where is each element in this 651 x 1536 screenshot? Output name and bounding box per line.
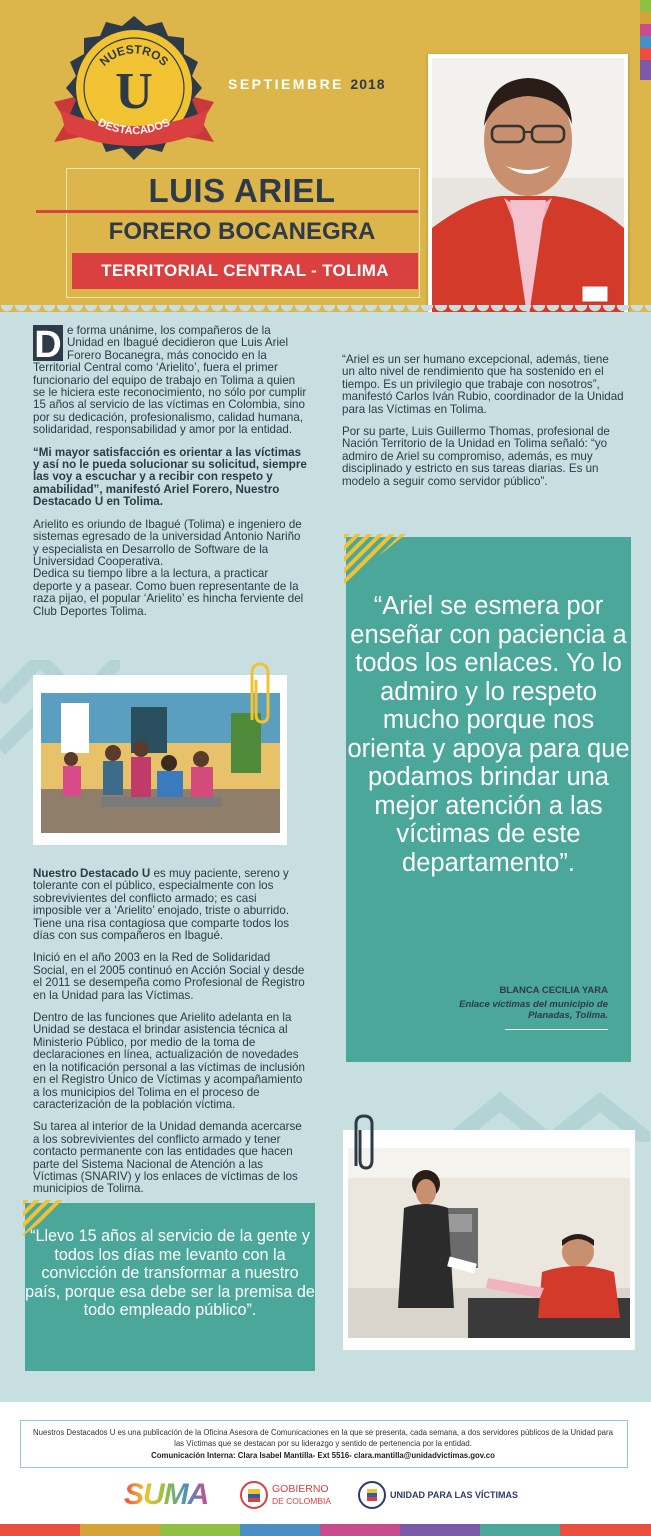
right-column-top <box>342 354 624 498</box>
unidad-seal-icon <box>358 1481 386 1509</box>
badge-bottom-text: DESTACADOS <box>96 116 172 138</box>
badge-top-text: NUESTROS <box>96 42 172 69</box>
highlight-quote: “Mi mayor satisfacción es orientar a las víctimas y así no le pueda solucionar su solicitud, siempre las voy a escuchar y a recibir con respeto y amabilidad”, manifestó Ariel Forero, Nuestro Destacado U en Tolima. <box>33 445 307 509</box>
gobierno-text-1: GOBIERNO <box>272 1483 329 1495</box>
quote-author <box>430 985 608 1022</box>
author-divider <box>505 1029 608 1030</box>
paragraph-tasks: Su tarea al interior de la Unidad demanda acercarse a los sobrevivientes del conflicto armado y tener contacto permanente con las entidades que hacen parte del Sistema Nacional de Atención a las Víctimas (SNARIV) y los enlaces de víctimas de los municipios de Tolima. <box>33 1120 302 1196</box>
footer-contact: Comunicación Interna: Clara Isabel Mantilla- Ext 5516- clara.mantilla@unidadvictimas.gov.co <box>151 1451 495 1460</box>
bottom-quote-text: “Llevo 15 años al servicio de la gente y todos los días me levanto con la convicción de transformar a nuestro país, porque esa debe ser la premisa de todo empleado público”. <box>25 1227 315 1319</box>
drop-cap: D <box>34 324 62 366</box>
suma-logo-text: SUMA <box>124 1478 209 1511</box>
unidad-text: UNIDAD PARA LAS VÍCTIMAS <box>390 1490 518 1500</box>
person-last-name: FORERO BOCANEGRA <box>108 218 376 245</box>
paragraph-personality: es muy paciente, sereno y tolerante con el público, especialmente con los sobrevivientes del conflicto armado; es casi imposible ver a ‘Arielito’ enojado, triste o aburrido. Tiene una risa contagiosa que comparte todos los días con sus compañeros en Ibagué. <box>33 867 290 943</box>
gobierno-logo <box>240 1481 350 1511</box>
color-strip <box>640 0 651 80</box>
quote-author-name: BLANCA CECILIA YARA <box>499 985 608 996</box>
perforated-edge <box>0 305 651 319</box>
left-column-top <box>33 325 308 628</box>
big-quote-text: “Ariel se esmera por enseñar con paciencia a todos los enlaces. Yo lo admiro y lo respeto mucho porque nos orienta y apoya para que podamos brindar una mejor atención a las víctimas de este departamento”. <box>347 592 630 877</box>
badge-letter: U <box>115 63 153 120</box>
date-year: 2018 <box>350 76 386 92</box>
stripe-corner <box>344 534 406 584</box>
quote-author-role: Enlace víctimas del municipio de Planadas, Tolima. <box>459 998 608 1021</box>
photo-desk-meeting <box>348 1148 630 1338</box>
nuestros-destacados-badge <box>46 14 222 174</box>
paperclip-icon-2 <box>350 1112 378 1178</box>
colombia-shield-icon <box>240 1481 268 1509</box>
bottom-color-bar <box>0 1524 651 1536</box>
region-banner: TERRITORIAL CENTRAL - TOLIMA <box>72 253 418 289</box>
paperclip-icon <box>244 660 276 732</box>
portrait-photo <box>432 58 624 322</box>
paragraph-career: Inició en el año 2003 en la Red de Solidaridad Social, en el 2005 continuó en Acción Social y desde el 2011 se desempeña como Profesional de Registro en la Unidad para las Víctimas. <box>33 951 305 1002</box>
paragraph-functions: Dentro de las funciones que Arielito adelanta en la Unidad se destaca el brindar asistencia técnica al Ministerio Público, por medio de la toma de declaraciones en línea, actualización de novedades en la notificación personal a las víctimas de inclusión en el Registro Único de Víctimas y acompañamiento a los municipios del Tolima en el proceso de caracterización de la población víctima. <box>33 1011 305 1111</box>
date-month: SEPTIEMBRE <box>228 76 345 92</box>
left-column-bottom <box>33 868 308 1206</box>
issue-date <box>228 76 386 92</box>
footer-description: Nuestros Destacados U es una publicación de la Oficina Asesora de Comunicaciones en la que se presenta, cada semana, a dos servidores públicos de la Unidad para las Víctimas que se destacan por su liderazgo y sentido de pertenencia por la entidad. <box>33 1428 613 1448</box>
suma-logo <box>124 1478 228 1512</box>
gobierno-text-2: DE COLOMBIA <box>272 1496 332 1506</box>
paragraph-hobbies: Dedica su tiempo libre a la lectura, a practicar deporte y a pasear. Como buen representante de la raza pijao, el popular ‘Arielito’ es hincha ferviente del Club Deportes Tolima. <box>33 567 304 618</box>
paragraph-coordinator: “Ariel es un ser humano excepcional, además, tiene un alto nivel de rendimiento que ha sostenido en el tiempo. Es un privilegio que trabaje con nosotros”, manifestó Carlos Iván Rubio, coordinador de la Unidad para las Víctimas en Tolima. <box>342 353 624 416</box>
unidad-logo <box>358 1481 538 1511</box>
name-divider <box>36 210 418 213</box>
destacado-label: Nuestro Destacado U <box>33 867 151 880</box>
person-first-name: LUIS ARIEL <box>148 172 336 209</box>
paragraph-colleague: Por su parte, Luis Guillermo Thomas, profesional de Nación Territorio de la Unidad en Tolima señaló: “yo admiro de Ariel su compromiso, además, es muy disciplinado y estricto en sus tareas diarias. Es un modelo a seguir como servidor público”. <box>342 425 610 488</box>
paragraph-origin: Arielito es oriundo de Ibagué (Tolima) e ingeniero de sistemas egresado de la universidad Antonio Nariño y especialista en Desarrollo de Software de la Universidad Cooperativa. <box>33 517 302 568</box>
intro-paragraph: e forma unánime, los compañeros de la Unidad en Ibagué decidieron que Luis Ariel Forero Bocanegra, más conocido en la Territorial Central como ‘Arielito’, fuera el primer funcionario del equipo de trabajo en Tolima a quien se le hiciera este reconocimiento, no sólo por cumplir 15 años al servicio de las víctimas en Colombia, sino por su dedicación, profesionalismo, calidad humana, solidaridad, responsabilidad y amor por la entidad. <box>33 324 307 437</box>
